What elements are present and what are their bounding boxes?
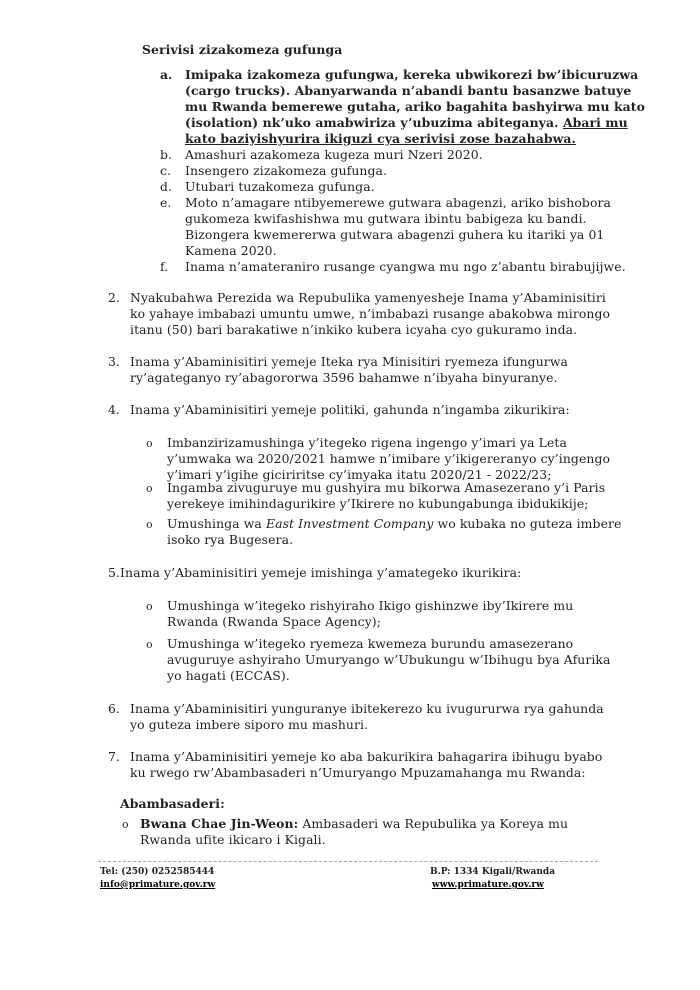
footer-po-box: B.P: 1334 Kigali/Rwanda [430,867,556,877]
item-number: 2. [108,290,120,305]
item-5-line [108,565,521,580]
ambassador-text: Ambasaderi wa Repubulika ya Koreya mu [298,816,569,831]
item-5-bullet-line: Rwanda (Rwanda Space Agency); [167,614,382,629]
bullet-text: wo kubaka no guteza imbere [433,516,622,531]
list-marker: c. [160,163,171,178]
list-marker: f. [160,259,169,274]
ambassador-name: Bwana Chae Jin-Weon: [140,816,299,831]
service-a-text: (isolation) nk’uko amabwiriza y’ubuzima abiteganya. [185,115,559,130]
company-name: East Investment Company [265,516,434,531]
service-e-line: Moto n’amagare ntibyemerewe gutwara abagenzi, ariko bishobora [185,195,612,210]
item-3-line: Inama y’Abaminisitiri yemeje Iteka rya Minisitiri ryemeza ifungurwa [130,354,569,369]
service-a-underlined-line: kato baziyishyurira ikiguzi cya serivisi zose bazahabwa. [185,131,576,146]
item-4-line: Inama y’Abaminisitiri yemeje politiki, gahunda n’ingamba zikurikira: [130,402,570,417]
bullet-marker: o [146,600,153,613]
item-6-line: yo guteza imbere siporo mu mashuri. [130,717,369,732]
item-number: 6. [108,701,120,716]
item-7-line: Inama y’Abaminisitiri yemeje ko aba bakurikira bahagarira ibihugu byabo [130,749,603,764]
footer-email-link[interactable]: info@primature.gov.rw [100,880,216,890]
item-3-line: ry’agateganyo ry’abagororwa 3596 bahamwe n’ibyaha binyuranye. [130,370,558,385]
item-number: 4. [108,402,120,417]
item-4-bullet-line [167,516,621,531]
list-marker: e. [160,195,172,210]
service-f-line: Inama n’amateraniro rusange cyangwa mu ngo z’abantu birabujijwe. [185,259,626,274]
service-e-line: gukomeza kwifashishwa mu gutwara ibintu babigeza ku bandi. [185,211,587,226]
item-4-bullet-line: yerekeye imihindagurikire y’Ikirere no kubungabunga ibidukikije; [167,496,589,511]
footer-website-link[interactable]: www.primature.gov.rw [432,880,544,890]
list-marker: a. [160,67,173,82]
ambassador-line [140,816,568,831]
ambassadors-heading: Abambasaderi: [120,796,225,811]
item-5-text: Inama y’Abaminisitiri yemeje imishinga y’amategeko ikurikira: [120,565,522,580]
bullet-marker: o [146,437,153,450]
bullet-marker: o [146,638,153,651]
service-a-line: (cargo trucks). Abanyarwanda n’abandi bantu basanzwe batuye [185,83,632,98]
item-4-bullet-line: isoko rya Bugesera. [167,532,294,547]
item-2-line: itanu (50) bari barakatiwe n’inkiko kubera icyaha cyo gukuramo inda. [130,322,578,337]
item-5-bullet-line: Umushinga w’itegeko ryemeza kwemeza burundu amasezerano [167,636,574,651]
footer-divider [98,861,598,862]
section-heading: Serivisi zizakomeza gufunga [142,42,343,57]
service-a-line [185,115,628,130]
item-5-bullet-line: Umushinga w’itegeko rishyiraho Ikigo gishinzwe iby’Ikirere mu [167,598,574,613]
service-a-line: Imipaka izakomeza gufungwa, kereka ubwikorezi bw’ibicuruzwa [185,67,639,82]
bullet-marker: o [146,482,153,495]
item-4-bullet-line: y’umwaka wa 2020/2021 hamwe n’imibare y’ikigereranyo cy’ingengo [167,451,611,466]
item-6-line: Inama y’Abaminisitiri yunguranye ibitekerezo ku ivugururwa rya gahunda [130,701,604,716]
footer-tel: Tel: (250) 0252585444 [100,867,215,877]
item-2-line: Nyakubahwa Perezida wa Repubulika yamenyesheje Inama y’Abaminisitiri [130,290,606,305]
item-number: 3. [108,354,120,369]
list-marker: d. [160,179,172,194]
item-5-bullet-line: yo hagati (ECCAS). [167,668,290,683]
service-c-line: Insengero zizakomeza gufunga. [185,163,388,178]
service-a-underlined-text: Abari mu [562,115,628,130]
service-a-line: mu Rwanda bemerewe gutaha, ariko bagahita bashyirwa mu kato [185,99,645,114]
ambassador-line: Rwanda ufite ikicaro i Kigali. [140,832,326,847]
list-marker: b. [160,147,172,162]
item-number: 7. [108,749,120,764]
item-4-bullet-line: Imbanzirizamushinga y’itegeko rigena ingengo y’imari ya Leta [167,435,567,450]
service-e-line: Bizongera kwemererwa gutwara abagenzi guhera ku itariki ya 01 [185,227,605,242]
service-b-line: Amashuri azakomeza kugeza muri Nzeri 2020. [185,147,483,162]
bullet-text: Umushinga wa [167,516,266,531]
item-7-line: ku rwego rw’Abambasaderi n’Umuryango Mpuzamahanga mu Rwanda: [130,765,586,780]
service-d-line: Utubari tuzakomeza gufunga. [185,179,375,194]
item-5-bullet-line: avuguruye ashyiraho Umuryango w’Ubukungu w’Ibihugu bya Afurika [167,652,611,667]
item-4-bullet-line: Ingamba zivuguruye mu gushyira mu bikorwa Amasezerano y’i Paris [167,480,606,495]
item-number: 5. [108,565,121,580]
service-e-line: Kamena 2020. [185,243,277,258]
bullet-marker: o [146,518,153,531]
bullet-marker: o [122,818,129,831]
item-4-bullet-line: y’imari y’igihe giciriritse cy’imyaka itatu 2020/21 - 2022/23; [167,467,552,482]
item-2-line: ko yahaye imbabazi umuntu umwe, n’imbabazi rusange abakobwa mirongo [130,306,611,321]
